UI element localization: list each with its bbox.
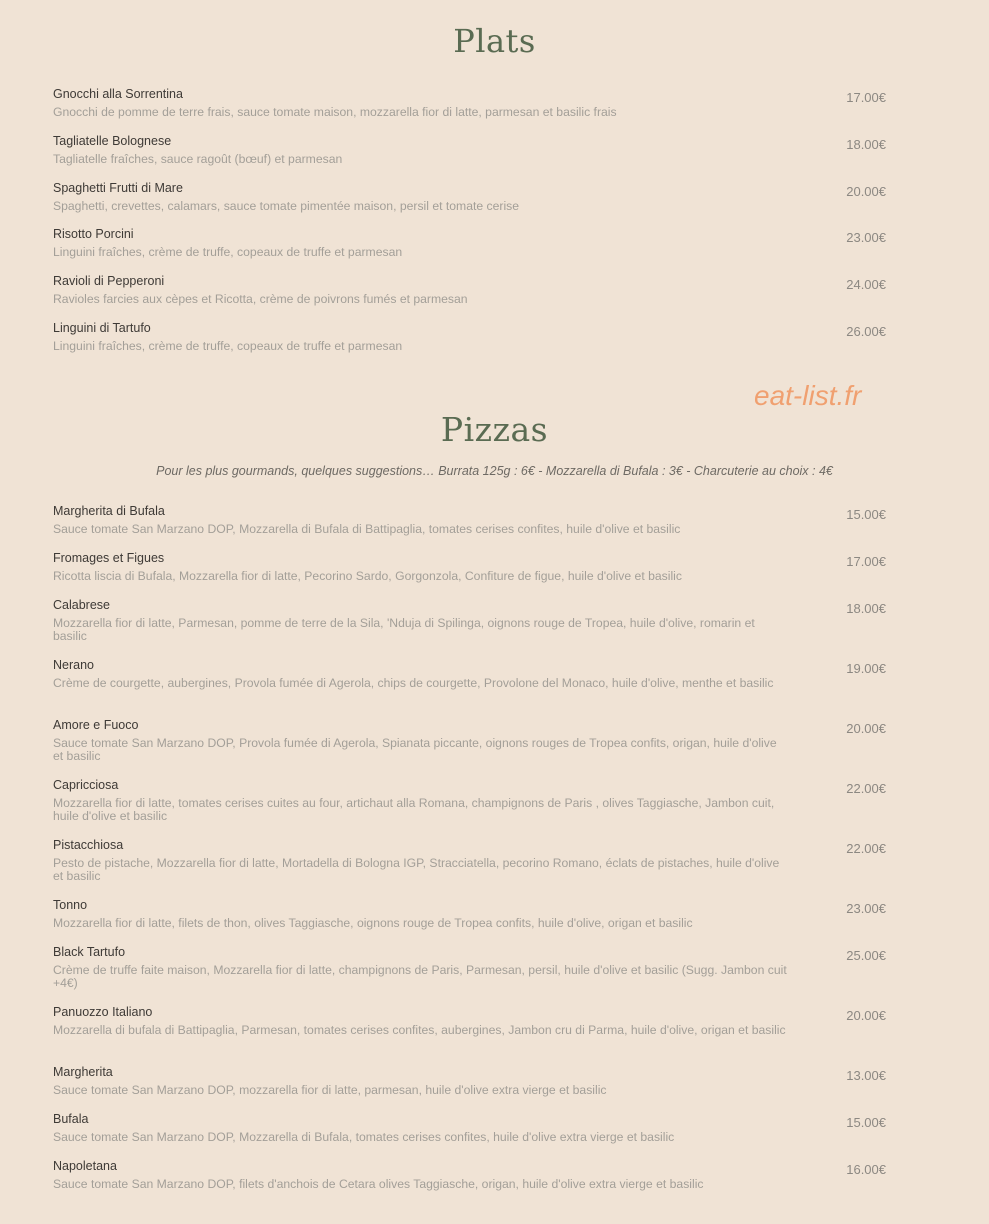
item-name: Gnocchi alla Sorrentina [53, 87, 183, 101]
item-price: 22.00€ [846, 781, 886, 796]
item-name: Spaghetti Frutti di Mare [53, 180, 183, 195]
item-price: 20.00€ [846, 1008, 886, 1023]
item-description: Gnocchi de pomme de terre frais, sauce tomate maison, mozzarella fior di latte, parmesan et basilic frais [53, 105, 617, 119]
menu-item [53, 837, 893, 897]
menu-item [53, 717, 893, 777]
item-name: Fromages et Figues [53, 551, 165, 565]
item-name: Tonno [53, 898, 88, 912]
plats-list [53, 86, 893, 367]
item-name: Capricciosa [53, 778, 119, 792]
item-price: 19.00€ [846, 661, 886, 676]
item-price: 23.00€ [846, 230, 886, 246]
item-name: Risotto Porcini [53, 227, 134, 242]
menu-item [53, 1064, 893, 1111]
item-description: Mozzarella fior di latte, filets de thon, olives Taggiasche, oignons rouge de Tropea confits, huile d'olive, origan et basilic [53, 916, 693, 930]
menu-item [53, 1111, 893, 1158]
section-title-plats: Plats [453, 22, 536, 60]
section-title-pizzas: Pizzas [440, 410, 549, 449]
menu-item [53, 86, 893, 133]
item-description: Pesto de pistache, Mozzarella fior di latte, Mortadella di Bologna IGP, Stracciatella, pecorino Romano, éclats de pistaches, huile d'olive et basilic [53, 856, 780, 883]
item-price: 17.00€ [846, 90, 886, 105]
item-price: 15.00€ [846, 1115, 886, 1130]
item-description: Tagliatelle fraîches, sauce ragoût (bœuf) et parmesan [53, 151, 343, 166]
item-description: Sauce tomate San Marzano DOP, mozzarella fior di latte, parmesan, huile d'olive extra vierge et basilic [53, 1083, 607, 1097]
item-price: 16.00€ [846, 1162, 886, 1177]
menu-item [53, 897, 893, 944]
item-description: Mozzarella fior di latte, Parmesan, pomme de terre de la Sila, 'Nduja di Spilinga, oignons rouge de Tropea, huile d'olive, romarin et basilic [53, 616, 755, 643]
item-name: Margherita di Bufala [53, 504, 165, 518]
item-description: Ravioles farcies aux cèpes et Ricotta, crème de poivrons fumés et parmesan [53, 292, 468, 307]
item-description: Sauce tomate San Marzano DOP, filets d'anchois de Cetara olives Taggiasche, origan, huile d'olive extra vierge et basilic [53, 1177, 704, 1191]
item-price: 20.00€ [846, 183, 886, 199]
item-name: Calabrese [53, 598, 110, 612]
item-name: Tagliatelle Bolognese [53, 133, 172, 148]
menu-item [53, 944, 893, 1004]
menu-item [53, 503, 893, 550]
item-description: Sauce tomate San Marzano DOP, Mozzarella di Bufala di Battipaglia, tomates cerises confites, huile d'olive et basilic [53, 522, 681, 536]
item-name: Ravioli di Pepperoni [53, 274, 165, 289]
item-name: Margherita [53, 1065, 113, 1079]
menu-item [53, 1004, 893, 1064]
menu-item [53, 1158, 893, 1205]
item-price: 18.00€ [846, 136, 886, 152]
menu-item [53, 180, 893, 227]
watermark: eat-list.fr [754, 380, 862, 411]
item-description: Sauce tomate San Marzano DOP, Provola fumée di Agerola, Spianata piccante, oignons rouges de Tropea confits, origan, huile d'olive et basilic [53, 736, 777, 763]
item-description: Ricotta liscia di Bufala, Mozzarella fior di latte, Pecorino Sardo, Gorgonzola, Confiture de figue, huile d'olive et basilic [53, 569, 682, 583]
item-price: 17.00€ [846, 554, 886, 569]
item-description: Mozzarella fior di latte, tomates cerises cuites au four, artichaut alla Romana, champignons de Paris , olives Taggiasche, Jambon cuit, huile d'olive et basilic [53, 796, 775, 823]
menu-item [53, 226, 893, 273]
item-description: Spaghetti, crevettes, calamars, sauce tomate pimentée maison, persil et tomate cerise [53, 198, 520, 213]
menu-item [53, 133, 893, 180]
item-name: Nerano [53, 658, 94, 672]
item-name: Linguini di Tartufo [53, 320, 151, 335]
item-price: 26.00€ [846, 323, 886, 339]
item-description: Sauce tomate San Marzano DOP, Mozzarella di Bufala, tomates cerises confites, huile d'olive extra vierge et basilic [53, 1130, 675, 1144]
item-price: 18.00€ [846, 601, 886, 616]
menu-item [53, 320, 893, 367]
item-description: Crème de truffe faite maison, Mozzarella fior di latte, champignons de Paris, Parmesan, persil, huile d'olive et basilic (Sugg. Jambon cuit +4€) [53, 963, 787, 990]
item-name: Napoletana [53, 1159, 117, 1173]
item-price: 24.00€ [846, 277, 886, 293]
item-name: Amore e Fuoco [53, 718, 139, 732]
item-name: Pistacchiosa [53, 838, 124, 852]
item-name: Black Tartufo [53, 945, 126, 959]
item-description: Linguini fraîches, crème de truffe, copeaux de truffe et parmesan [53, 338, 403, 353]
item-price: 13.00€ [846, 1068, 886, 1083]
menu-item [53, 273, 893, 320]
menu-item [53, 597, 893, 657]
pizzas-list [53, 503, 893, 1205]
item-price: 15.00€ [846, 507, 886, 522]
menu-item [53, 657, 893, 717]
item-description: Mozzarella di bufala di Battipaglia, Parmesan, tomates cerises confites, aubergines, Jambon cru di Parma, huile d'olive, origan et basilic [53, 1023, 786, 1037]
item-description: Crème de courgette, aubergines, Provola fumée di Agerola, chips de courgette, Provolone del Monaco, huile d'olive, menthe et basilic [53, 676, 774, 690]
menu-item [53, 777, 893, 837]
item-price: 25.00€ [846, 948, 886, 963]
item-price: 23.00€ [846, 901, 886, 916]
item-price: 20.00€ [846, 721, 886, 736]
item-name: Bufala [53, 1112, 89, 1126]
menu-item [53, 550, 893, 597]
item-name: Panuozzo Italiano [53, 1005, 153, 1019]
item-price: 22.00€ [846, 841, 886, 856]
pizzas-suggestions: Pour les plus gourmands, quelques suggestions… Burrata 125g : 6€ - Mozzarella di Bufala : 3€ - Charcuterie au choix : 4€ [156, 464, 833, 478]
item-description: Linguini fraîches, crème de truffe, copeaux de truffe et parmesan [53, 245, 403, 260]
